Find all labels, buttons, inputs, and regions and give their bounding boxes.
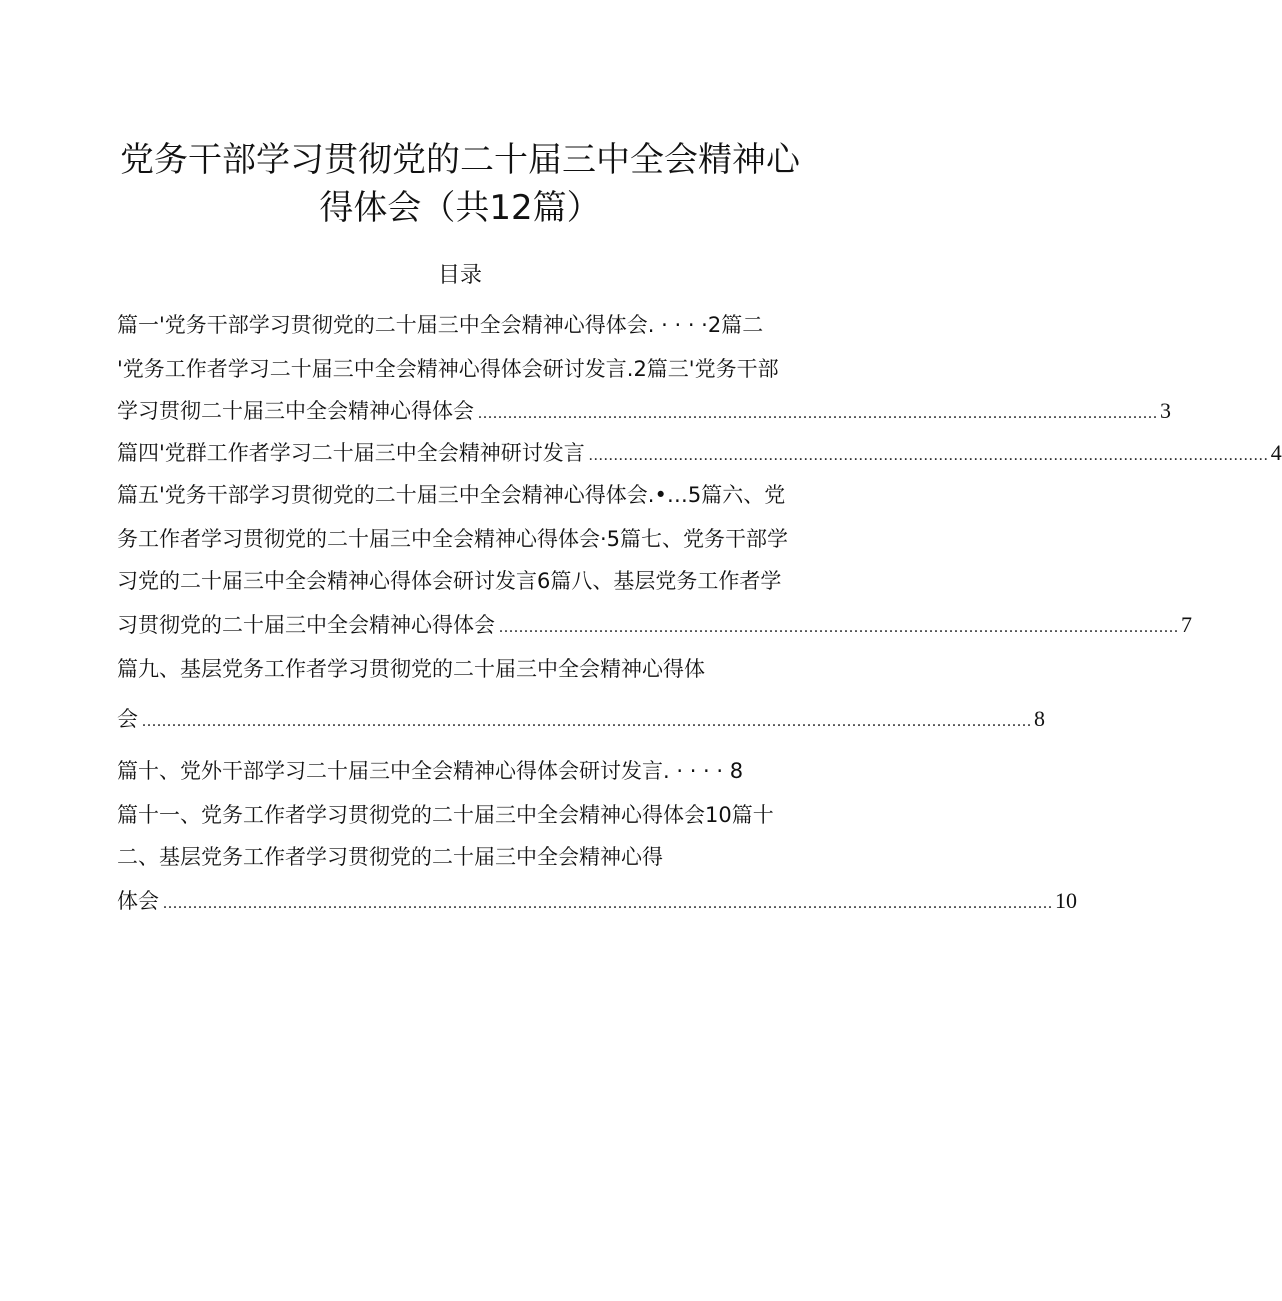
toc-dot-leader: ........................................................................................................................................	[499, 619, 1179, 636]
toc-entry-title: 学习贯彻二十届三中全会精神心得体会	[117, 399, 474, 423]
toc-line-text: 篇九、基层党务工作者学习贯彻党的二十届三中全会精神心得体	[117, 657, 705, 681]
toc-line[interactable]	[117, 800, 852, 830]
toc-line-text: 篇十一、党务工作者学习贯彻党的二十届三中全会精神心得体会10篇十	[117, 803, 774, 827]
toc-line[interactable]	[117, 756, 852, 786]
toc-line-text: 篇一'党务干部学习贯彻党的二十届三中全会精神心得体会. · · · ·2篇二	[117, 313, 764, 337]
toc-entry-title: 体会	[117, 889, 159, 913]
toc-entry[interactable]	[117, 886, 1077, 916]
toc-line-text: 务工作者学习贯彻党的二十届三中全会精神心得体会·5篇七、党务干部学	[117, 527, 789, 551]
toc-line[interactable]	[117, 310, 852, 340]
toc-dot-leader: ........................................................................................................................................	[478, 405, 1158, 422]
toc-page-number: 7	[1181, 612, 1192, 637]
toc-entry[interactable]	[117, 438, 1282, 468]
toc-entry[interactable]	[117, 704, 1045, 734]
toc-dot-leader: ..................................................................................................................................................................................	[142, 713, 1032, 730]
toc-page-number: 3	[1160, 398, 1171, 423]
toc-line-text: '党务工作者学习二十届三中全会精神心得体会研讨发言.2篇三'党务干部	[117, 357, 779, 381]
toc-line-text: 篇五'党务干部学习贯彻党的二十届三中全会精神心得体会.•…5篇六、党	[117, 483, 786, 507]
toc-page-number: 10	[1055, 888, 1077, 913]
toc-entry-title: 篇四'党群工作者学习二十届三中全会精神研讨发言	[117, 441, 585, 465]
toc-line[interactable]	[117, 654, 852, 684]
toc-entry[interactable]	[117, 610, 1192, 640]
toc-line[interactable]	[117, 480, 852, 510]
toc-line-text: 篇十、党外干部学习二十届三中全会精神心得体会研讨发言. · · · · 8	[117, 759, 744, 783]
toc-dot-leader: ..................................................................................................................................................................................	[163, 895, 1053, 912]
document-title-line-2: 得体会（共12篇）	[319, 188, 601, 228]
toc-line[interactable]	[117, 842, 852, 872]
document-title-line-1: 党务干部学习贯彻党的二十届三中全会精神心	[120, 140, 800, 180]
toc-entry[interactable]	[117, 396, 1171, 426]
toc-line-text: 习党的二十届三中全会精神心得体会研讨发言6篇八、基层党务工作者学	[117, 569, 782, 593]
toc-entry-title: 会	[117, 707, 138, 731]
toc-entry-title: 习贯彻党的二十届三中全会精神心得体会	[117, 613, 495, 637]
toc-line[interactable]	[117, 354, 852, 384]
toc-line-text: 二、基层党务工作者学习贯彻党的二十届三中全会精神心得	[117, 845, 663, 869]
toc-page-number: 4	[1270, 440, 1282, 465]
toc-page-number: 8	[1034, 706, 1045, 731]
toc-line[interactable]	[117, 566, 852, 596]
toc-heading: 目录	[437, 263, 482, 288]
toc-dot-leader: ........................................................................................................................................	[588, 447, 1269, 464]
toc-line[interactable]	[117, 524, 852, 554]
